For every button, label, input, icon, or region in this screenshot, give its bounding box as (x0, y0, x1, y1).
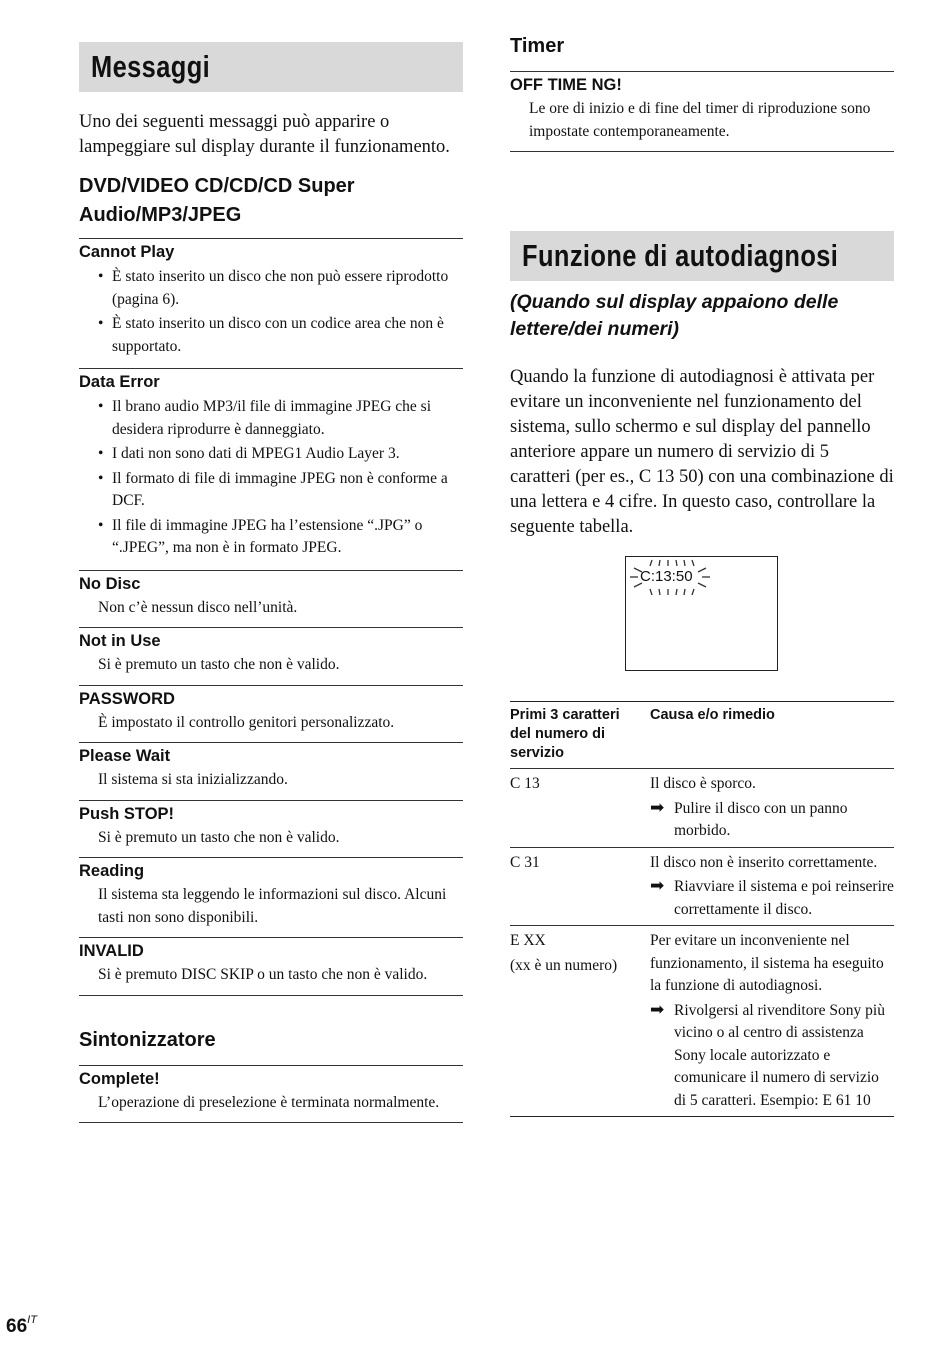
bullet-item: • Il formato di file di immagine JPEG non è conforme a DCF. (79, 468, 463, 513)
bullet-list (79, 266, 463, 358)
cause-text: Il disco non è inserito correttamente. (650, 853, 878, 871)
intro-text: Uno dei seguenti messaggi può apparire o lampeggiare sul display durante il funzionamento. (79, 112, 450, 157)
remedy-text: Riavviare il sistema e poi reinserire correttamente il disco. (674, 878, 894, 918)
page-number-value: 66 (6, 1316, 28, 1337)
cause-text: Il disco è sporco. (650, 775, 756, 792)
arrow-right-icon: ➡ (650, 876, 665, 896)
display-code: C:13:50 (640, 568, 693, 585)
table-row (510, 847, 894, 926)
bullet-item: • È stato inserito un disco con un codice area che non è supportato. (79, 313, 463, 358)
message-desc: Il sistema si sta inizializzando. (98, 771, 288, 788)
section-dvd (79, 172, 463, 996)
arrow-right-icon: ➡ (650, 999, 665, 1020)
message-desc: Il sistema sta leggendo le informazioni sul disco. Alcuni tasti non sono disponibili. (98, 886, 447, 926)
remedy-line (650, 798, 894, 843)
message-term: Push STOP! (79, 804, 175, 823)
message-item (79, 627, 463, 685)
remedy-line (650, 1000, 894, 1113)
message-term: OFF TIME NG! (510, 76, 622, 94)
subtitle: (Quando sul display appaiono delle lettere/dei numeri) (510, 291, 839, 340)
section-title: Funzione di autodiagnosi (522, 238, 839, 273)
service-code-note: (xx è un numero) (510, 956, 618, 974)
message-term: Data Error (79, 373, 160, 391)
autodiagnosi-title-banner (510, 231, 894, 281)
message-item (79, 685, 463, 743)
message-term: Please Wait (79, 747, 171, 765)
table-header-code: Primi 3 caratteri del numero di servizio (510, 702, 650, 769)
message-term: Cannot Play (79, 243, 175, 261)
table-row (510, 926, 894, 1117)
page-number (6, 1316, 37, 1338)
message-item (79, 937, 463, 996)
message-term: PASSWORD (79, 689, 175, 708)
remedy-line (650, 876, 894, 921)
table-cell-cause (650, 847, 894, 926)
message-desc: Si è premuto un tasto che non è valido. (98, 828, 340, 846)
message-desc: Le ore di inizio e di fine del timer di riproduzione sono impostate contemporaneamente. (529, 100, 871, 140)
section-heading: DVD/VIDEO CD/CD/CD Super Audio/MP3/JPEG (79, 175, 355, 226)
table-cell-code (510, 926, 650, 1117)
message-term: INVALID (79, 942, 144, 960)
service-code: C 31 (510, 853, 540, 871)
table-cell-code (510, 847, 650, 926)
table-header-cause: Causa e/o rimedio (650, 702, 894, 769)
section-heading: Sintonizzatore (79, 1028, 216, 1051)
service-code: E XX (510, 932, 546, 949)
section-heading: Timer (510, 35, 565, 57)
table-cell-cause (650, 926, 894, 1117)
page-number-suffix: IT (27, 1314, 37, 1326)
message-desc: L’operazione di preselezione è terminata normalmente. (98, 1093, 440, 1111)
message-term: Complete! (79, 1069, 160, 1088)
bullet-list (79, 396, 463, 560)
bullet-item: • È stato inserito un disco che non può essere riprodotto (pagina 6). (79, 266, 463, 311)
messaggi-title-banner (79, 42, 463, 92)
message-item (79, 800, 463, 858)
page-title: Messaggi (91, 49, 211, 84)
cause-text: Per evitare un inconveniente nel funzionamento, il sistema ha eseguito la funzione di autodiagnosi. (650, 932, 884, 994)
message-term: Not in Use (79, 632, 161, 650)
intro-text: Quando la funzione di autodiagnosi è attivata per evitare un inconveniente nel funzionamento del sistema, sullo schermo e sul display del pannello anteriore appare un numero di servizio di 5 caratteri (per es., C 13 50) con una combinazione di una lettera e 4 cifre. In questo caso, controllare la seguente tabella. (510, 367, 894, 537)
bullet-item: • Il brano audio MP3/il file di immagine JPEG che si desidera riprodurre è danneggiato. (79, 396, 463, 441)
remedy-text: Rivolgersi al rivenditore Sony più vicino o al centro di assistenza Sony locale autorizzato e comunicare il numero di servizio di 5 caratteri. Esempio: E 61 10 (674, 1001, 885, 1109)
bullet-item: • Il file di immagine JPEG ha l’estensione “.JPG” o “.JPEG”, ma non è in formato JPEG. (79, 515, 463, 560)
table-header-row (510, 702, 894, 769)
message-desc: Si è premuto DISC SKIP o un tasto che non è valido. (98, 966, 428, 983)
message-desc: Si è premuto un tasto che non è valido. (98, 656, 340, 673)
message-item (79, 238, 463, 368)
bullet-item: • I dati non sono dati di MPEG1 Audio Layer 3. (79, 443, 463, 466)
section-timer (510, 32, 894, 152)
message-desc: Non c’è nessun disco nell’unità. (98, 598, 298, 616)
right-column (510, 32, 894, 1117)
display-illustration (625, 556, 778, 671)
table-cell-code (510, 769, 650, 848)
diagnosis-table (510, 701, 894, 1117)
message-item (79, 368, 463, 570)
table-row (510, 769, 894, 848)
message-item (510, 71, 894, 152)
message-item (79, 570, 463, 628)
message-item (79, 1065, 463, 1124)
section-tuner (79, 1026, 463, 1124)
message-item (79, 857, 463, 937)
message-desc: È impostato il controllo genitori personalizzato. (98, 713, 395, 731)
message-item (79, 742, 463, 800)
left-column (79, 42, 463, 1123)
arrow-right-icon: ➡ (650, 797, 665, 818)
table-cell-cause (650, 769, 894, 848)
message-term: Reading (79, 862, 145, 880)
service-code: C 13 (510, 775, 540, 792)
message-term: No Disc (79, 574, 141, 593)
remedy-text: Pulire il disco con un panno morbido. (674, 799, 848, 839)
